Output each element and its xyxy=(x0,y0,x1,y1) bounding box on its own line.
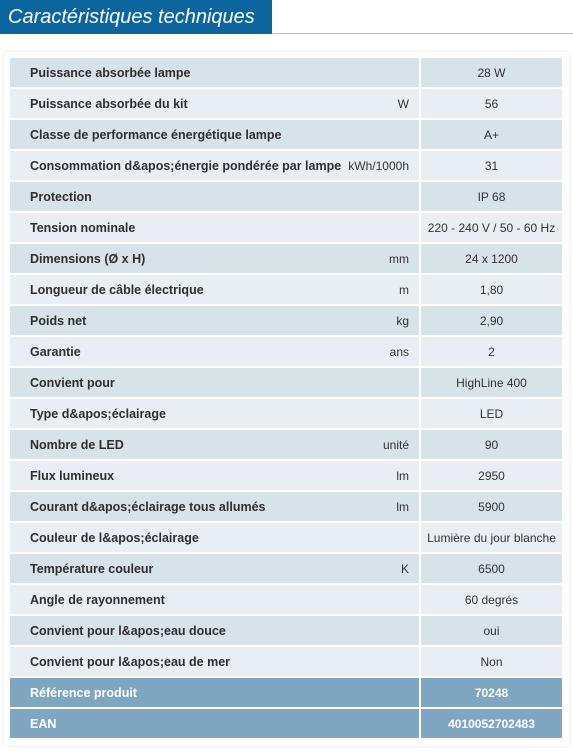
spec-row xyxy=(10,585,562,614)
spec-label-cell xyxy=(10,120,419,149)
spec-value: 220 - 240 V / 50 - 60 Hz xyxy=(421,213,562,242)
spec-label-cell xyxy=(10,554,419,583)
spec-label: Puissance absorbée lampe xyxy=(30,65,191,80)
spec-label: Tension nominale xyxy=(30,220,136,235)
spec-label: Poids net xyxy=(30,313,87,328)
spec-label: Puissance absorbée du kit xyxy=(30,96,188,111)
header-divider xyxy=(272,33,573,34)
spec-value: oui xyxy=(421,616,562,645)
spec-label-cell xyxy=(10,492,419,521)
spec-value: 6500 xyxy=(421,554,562,583)
spec-row xyxy=(10,213,562,242)
spec-value: IP 68 xyxy=(421,182,562,211)
spec-label-cell xyxy=(10,399,419,428)
spec-row xyxy=(10,647,562,676)
footer-row xyxy=(10,678,562,707)
spec-unit: ans xyxy=(389,344,409,359)
spec-label: Classe de performance énergétique lampe xyxy=(30,127,282,142)
spec-value: Lumière du jour blanche xyxy=(421,523,562,552)
spec-unit: lm xyxy=(396,468,409,483)
spec-label: Longueur de câble électrique xyxy=(30,282,204,297)
spec-label-cell xyxy=(10,430,419,459)
spec-label-cell xyxy=(10,89,419,118)
spec-label: Protection xyxy=(30,189,92,204)
spec-value: 28 W xyxy=(421,58,562,87)
spec-label-cell xyxy=(10,182,419,211)
spec-label-cell xyxy=(10,58,419,87)
spec-label-cell xyxy=(10,213,419,242)
spec-label-cell xyxy=(10,523,419,552)
spec-unit: W xyxy=(397,96,409,111)
spec-unit: mm xyxy=(389,251,409,266)
spec-unit: lm xyxy=(396,499,409,514)
spec-value: 2 xyxy=(421,337,562,366)
spec-value: LED xyxy=(421,399,562,428)
spec-row xyxy=(10,89,562,118)
spec-row xyxy=(10,120,562,149)
spec-label-cell xyxy=(10,275,419,304)
footer-label: EAN xyxy=(10,709,419,738)
spec-label: Flux lumineux xyxy=(30,468,115,483)
spec-value: Non xyxy=(421,647,562,676)
spec-label-cell xyxy=(10,306,419,335)
spec-label-cell xyxy=(10,368,419,397)
spec-label-cell xyxy=(10,244,419,273)
spec-unit: K xyxy=(400,561,409,576)
spec-row xyxy=(10,337,562,366)
spec-value: 60 degrés xyxy=(421,585,562,614)
spec-row xyxy=(10,430,562,459)
footer-value: 4010052702483 xyxy=(421,709,562,738)
spec-value: 56 xyxy=(421,89,562,118)
spec-row xyxy=(10,275,562,304)
specs-table xyxy=(10,58,562,740)
spec-label: Convient pour xyxy=(30,375,115,390)
spec-label-cell xyxy=(10,647,419,676)
spec-row xyxy=(10,182,562,211)
spec-unit: m xyxy=(399,282,409,297)
spec-row xyxy=(10,523,562,552)
spec-label: Consommation d&apos;énergie pondérée par lampe xyxy=(30,158,342,173)
spec-value: A+ xyxy=(421,120,562,149)
spec-value: 90 xyxy=(421,430,562,459)
footer-label: Référence produit xyxy=(10,678,419,707)
spec-label-cell xyxy=(10,337,419,366)
spec-label: Couleur de l&apos;éclairage xyxy=(30,530,199,545)
spec-value: HighLine 400 xyxy=(421,368,562,397)
spec-row xyxy=(10,616,562,645)
spec-value: 5900 xyxy=(421,492,562,521)
spec-row xyxy=(10,244,562,273)
section-header xyxy=(0,0,573,36)
spec-label-cell xyxy=(10,616,419,645)
spec-label-cell xyxy=(10,461,419,490)
spec-label: Convient pour l&apos;eau de mer xyxy=(30,654,231,669)
spec-label: Convient pour l&apos;eau douce xyxy=(30,623,226,638)
spec-label-cell xyxy=(10,151,419,180)
spec-label: Dimensions (Ø x H) xyxy=(30,251,146,266)
spec-unit: kWh/1000h xyxy=(348,158,409,173)
spec-row xyxy=(10,368,562,397)
spec-row xyxy=(10,554,562,583)
spec-row xyxy=(10,306,562,335)
spec-value: 2950 xyxy=(421,461,562,490)
spec-value: 2,90 xyxy=(421,306,562,335)
spec-row xyxy=(10,58,562,87)
spec-label: Courant d&apos;éclairage tous allumés xyxy=(30,499,266,514)
spec-value: 24 x 1200 xyxy=(421,244,562,273)
spec-unit: kg xyxy=(396,313,409,328)
spec-value: 31 xyxy=(421,151,562,180)
footer-row xyxy=(10,709,562,738)
spec-row xyxy=(10,461,562,490)
footer-value: 70248 xyxy=(421,678,562,707)
spec-row xyxy=(10,399,562,428)
spec-label: Angle de rayonnement xyxy=(30,592,165,607)
spec-label: Garantie xyxy=(30,344,81,359)
spec-label: Nombre de LED xyxy=(30,437,124,452)
section-title: Caractéristiques techniques xyxy=(0,0,272,34)
spec-row xyxy=(10,492,562,521)
spec-label: Température couleur xyxy=(30,561,154,576)
spec-unit: unité xyxy=(382,437,409,452)
spec-value: 1,80 xyxy=(421,275,562,304)
spec-label: Type d&apos;éclairage xyxy=(30,406,166,421)
spec-row xyxy=(10,151,562,180)
spec-label-cell xyxy=(10,585,419,614)
